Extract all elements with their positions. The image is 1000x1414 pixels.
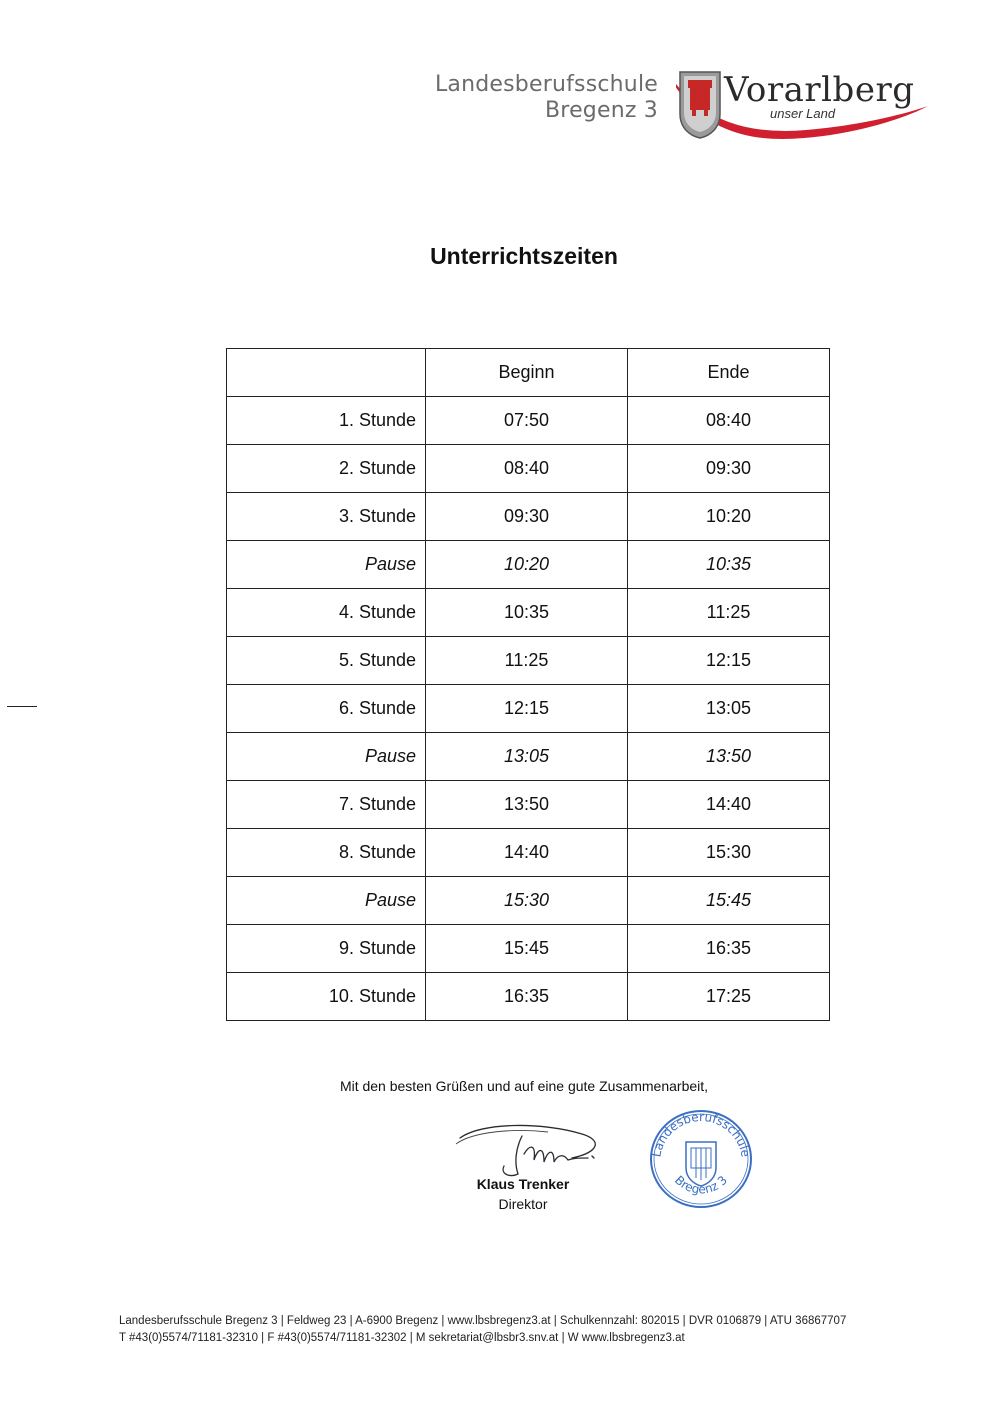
svg-text:Landesberufsschule: Landesberufsschule: [649, 1109, 753, 1159]
signer-name: Klaus Trenker: [476, 1176, 570, 1192]
table-row: [227, 925, 830, 973]
school-name-line1: Landesberufsschule: [434, 72, 658, 97]
schedule-table: [226, 348, 830, 1021]
period-begin: 10:35: [426, 589, 628, 637]
period-end: 12:15: [628, 637, 830, 685]
period-end: 09:30: [628, 445, 830, 493]
period-end: 11:25: [628, 589, 830, 637]
signer-role: Direktor: [498, 1196, 548, 1212]
fold-mark: [7, 706, 37, 707]
period-label: 3. Stunde: [227, 493, 426, 541]
period-label: Pause: [227, 877, 426, 925]
period-begin: 07:50: [426, 397, 628, 445]
period-label: 5. Stunde: [227, 637, 426, 685]
footer-line1: Landesberufsschule Bregenz 3 | Feldweg 23 | A-6900 Bregenz | www.lbsbregenz3.at | Schulkennzahl: 802015 | DVR 0106879 | ATU 36867707: [119, 1315, 847, 1327]
signature-image: [452, 1118, 608, 1182]
table-row: [227, 829, 830, 877]
period-begin: 14:40: [426, 829, 628, 877]
period-end: 10:35: [628, 541, 830, 589]
period-end: 14:40: [628, 781, 830, 829]
period-label: 7. Stunde: [227, 781, 426, 829]
period-begin: 10:20: [426, 541, 628, 589]
period-end: 17:25: [628, 973, 830, 1021]
period-begin: 13:05: [426, 733, 628, 781]
table-row: [227, 781, 830, 829]
closing-text: Mit den besten Grüßen und auf eine gute Zusammenarbeit,: [339, 1078, 709, 1094]
table-header-row: [227, 349, 830, 397]
shield-icon: [686, 1142, 716, 1186]
table-row: [227, 397, 830, 445]
period-end: 08:40: [628, 397, 830, 445]
period-label: 6. Stunde: [227, 685, 426, 733]
pause-row: [227, 733, 830, 781]
header-empty: [227, 349, 426, 397]
period-end: 10:20: [628, 493, 830, 541]
schedule-body: [227, 397, 830, 1021]
period-end: 13:50: [628, 733, 830, 781]
period-end: 13:05: [628, 685, 830, 733]
period-label: 2. Stunde: [227, 445, 426, 493]
period-end: 15:30: [628, 829, 830, 877]
period-begin: 11:25: [426, 637, 628, 685]
period-label: 8. Stunde: [227, 829, 426, 877]
school-name-line2: Bregenz 3: [545, 98, 658, 123]
table-row: [227, 973, 830, 1021]
table-row: [227, 685, 830, 733]
period-begin: 16:35: [426, 973, 628, 1021]
header-begin: Beginn: [426, 349, 628, 397]
footer: [119, 1313, 979, 1347]
svg-text:Bregenz 3: Bregenz 3: [671, 1173, 730, 1197]
shield-icon: [680, 72, 720, 138]
table-row: [227, 637, 830, 685]
period-begin: 12:15: [426, 685, 628, 733]
period-label: Pause: [227, 733, 426, 781]
period-label: 10. Stunde: [227, 973, 426, 1021]
period-begin: 15:45: [426, 925, 628, 973]
period-begin: 09:30: [426, 493, 628, 541]
period-end: 16:35: [628, 925, 830, 973]
period-label: 4. Stunde: [227, 589, 426, 637]
table-row: [227, 493, 830, 541]
pause-row: [227, 541, 830, 589]
period-label: 1. Stunde: [227, 397, 426, 445]
header-end: Ende: [628, 349, 830, 397]
brand-wordmark: Vorarlberg: [724, 70, 915, 110]
pause-row: [227, 877, 830, 925]
period-begin: 08:40: [426, 445, 628, 493]
period-begin: 15:30: [426, 877, 628, 925]
table-row: [227, 589, 830, 637]
brand-tagline: unser Land: [770, 106, 836, 121]
page-title: Unterrichtszeiten: [430, 243, 618, 269]
school-stamp: [646, 1106, 756, 1212]
period-label: Pause: [227, 541, 426, 589]
period-label: 9. Stunde: [227, 925, 426, 973]
school-name-logo: [430, 72, 658, 124]
table-row: [227, 445, 830, 493]
footer-line2: T #43(0)5574/71181-32310 | F #43(0)5574/71181-32302 | M sekretariat@lbsbr3.snv.at | W www.lbsbregenz3.at: [119, 1332, 685, 1344]
period-end: 15:45: [628, 877, 830, 925]
period-begin: 13:50: [426, 781, 628, 829]
